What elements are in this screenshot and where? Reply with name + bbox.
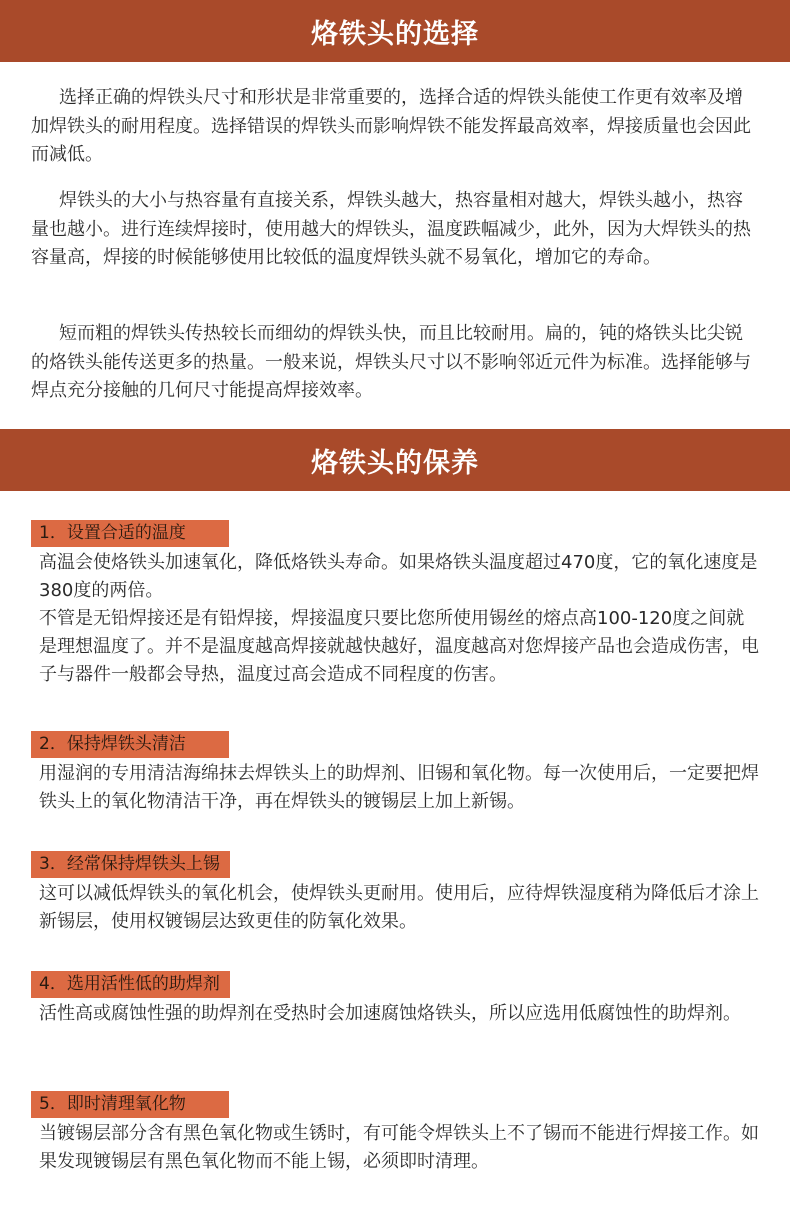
item-text: 活性高或腐蚀性强的助焊剂在受热时会加速腐蚀烙铁头，所以应选用低腐蚀性的助焊剂。 — [39, 1003, 741, 1024]
item-heading: 5．即时清理氧化物 — [31, 1091, 229, 1118]
paragraph: 短而粗的焊铁头传热较长而细幼的焊铁头快，而且比较耐用。扁的，钝的烙铁头比尖锐的烙铁头能传送更多的热量。一般来说，焊铁头尺寸以不影响邻近元件为标准。选择能够与焊点充分接触的几何尺寸能提高焊接效率。 — [31, 323, 751, 401]
item-text: 用湿润的专用清洁海绵抹去焊铁头上的助焊剂、旧锡和氧化物。每一次使用后，一定要把焊铁头上的氧化物清洁干净，再在焊铁头的镀锡层上加上新锡。 — [39, 763, 759, 812]
item-text: 当镀锡层部分含有黑色氧化物或生锈时，有可能令焊铁头上不了锡而不能进行焊接工作。如果发现镀锡层有黑色氧化物而不能上锡，必须即时清理。 — [39, 1123, 759, 1172]
item-heading: 2．保持焊铁头清洁 — [31, 731, 229, 758]
item-body — [39, 1120, 759, 1176]
section-title: 烙铁头的保养 — [311, 447, 479, 479]
item-heading: 4．选用活性低的助焊剂 — [31, 971, 230, 998]
maintenance-item — [31, 731, 759, 816]
item-heading: 3．经常保持焊铁头上锡 — [31, 851, 230, 878]
maintenance-item — [31, 971, 759, 1028]
item-heading: 1．设置合适的温度 — [31, 520, 229, 547]
section-banner-maintenance — [0, 429, 790, 491]
section-banner-selection — [0, 0, 790, 62]
paragraph: 选择正确的焊铁头尺寸和形状是非常重要的，选择合适的焊铁头能使工作更有效率及增加焊铁头的耐用程度。选择错误的焊铁头而影响焊铁不能发挥最高效率，焊接质量也会因此而减低。 — [31, 87, 751, 165]
maintenance-item — [31, 1091, 759, 1176]
item-body — [39, 880, 759, 936]
item-body — [39, 549, 759, 689]
item-body — [39, 1000, 759, 1028]
item-text: 不管是无铅焊接还是有铅焊接，焊接温度只要比您所使用锡丝的熔点高100-120度之间就是理想温度了。并不是温度越高焊接就越快越好，温度越高对您焊接产品也会造成伤害，电子与器件一般都会导热，温度过高会造成不同程度的伤害。 — [39, 608, 759, 685]
item-text: 高温会使烙铁头加速氧化，降低烙铁头寿命。如果烙铁头温度超过470度，它的氧化速度是380度的两倍。 — [39, 552, 758, 601]
maintenance-item — [31, 851, 759, 936]
item-body — [39, 760, 759, 816]
item-text: 这可以减低焊铁头的氧化机会，使焊铁头更耐用。使用后，应待焊铁湿度稍为降低后才涂上新锡层，使用权镀锡层达致更佳的防氧化效果。 — [39, 883, 759, 932]
maintenance-item — [31, 520, 759, 689]
section-title: 烙铁头的选择 — [311, 18, 479, 50]
paragraph: 焊铁头的大小与热容量有直接关系，焊铁头越大，热容量相对越大，焊铁头越小，热容量也越小。进行连续焊接时，使用越大的焊铁头，温度跌幅减少，此外，因为大焊铁头的热容量高，焊接的时候能够使用比较低的温度焊铁头就不易氧化，增加它的寿命。 — [31, 190, 751, 268]
